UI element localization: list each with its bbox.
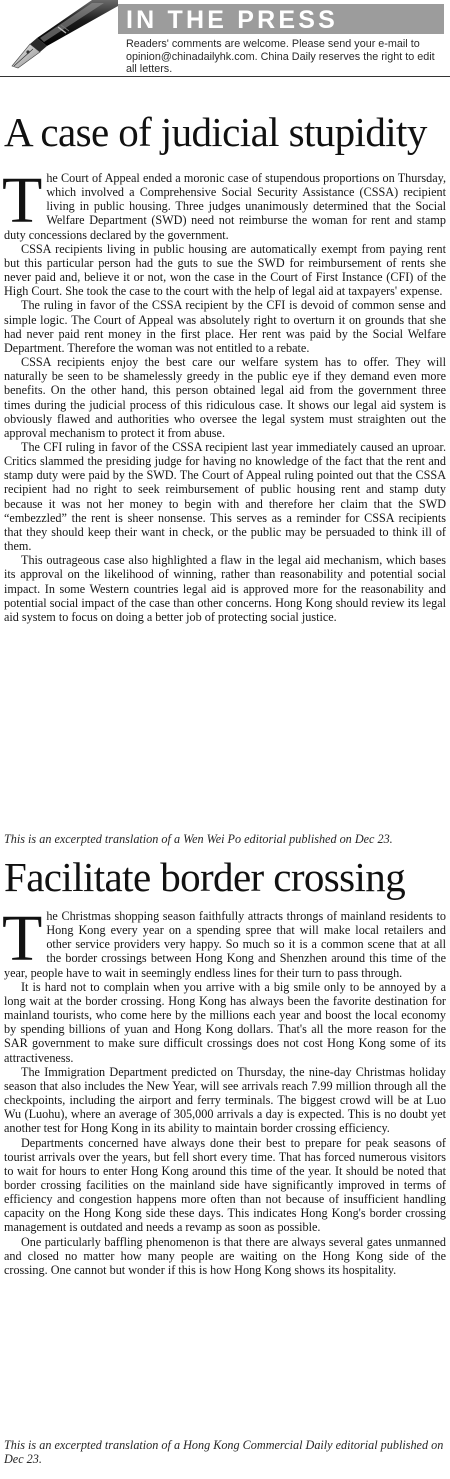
article-2-body <box>2 902 446 1277</box>
article-1-headline: A case of judicial stupidity <box>4 109 427 155</box>
section-title: IN THE PRESS <box>126 6 339 34</box>
article-1-paragraph-3: The ruling in favor of the CSSA recipient by the CFI is devoid of common sense and simple logic. The Court of Appeal was absolutely right to overturn it on grounds that she had never paid rent money in the first place. Her rent was paid by the Social Welfare Department. Therefore the woman was not entitled to a rebate. <box>4 298 446 355</box>
article-2-paragraph-1: The Christmas shopping season faithfully attracts throngs of mainland residents to Hong Kong every year on a spending spree that will make local retailers and other service providers very happy. So much so it is a common scene that at all the border crossings between Hong Kong and Shenzhen around this time of the year, people have to wait in seemingly endless lines for their turn to pass through. <box>2 902 446 980</box>
in-the-press-header <box>0 0 450 76</box>
article-2-paragraph-5: One particularly baffling phenomenon is that there are always several gates unmanned and closed no matter how many people are waiting on the Hong Kong side of the crossing. One cannot but wonder if this is how Hong Kong shows its hospitality. <box>4 1234 446 1277</box>
article-1-source-credit: This is an excerpted translation of a Wen Wei Po editorial published on Dec 23. <box>4 832 393 846</box>
article-1-paragraph-4: CSSA recipients enjoy the best care our welfare system has to offer. They will naturally be seen to be shamelessly greedy in the public eye if they demand even more benefits. On the other hand, this person obtained legal aid from the government three times during the judicial process of this ridiculous case. It shows our legal aid system is obviously flawed and authorities who oversee the legal system must straighten out the approval mechanism to protect it from abuse. <box>4 355 446 440</box>
article-2-paragraph-2: It is hard not to complain when you arrive with a big smile only to be annoyed by a long wait at the border crossing. Hong Kong has always been the favorite destination for mainland tourists, who come here by the millions each year and boost the local economy by spending billions of yuan and Hong Kong dollars. That's all the more reason for the SAR government to make sure difficult crossings does not cost Hong Kong some of its attractiveness. <box>4 979 446 1065</box>
article-1-paragraph-1: The Court of Appeal ended a moronic case of stupendous proportions on Thursday, which involved a Comprehensive Social Security Assistance (CSSA) recipient living in public housing. Three judges unanimously determined that the Social Welfare Department (SWD) need not reimburse the woman for rent and stamp duty concessions declared by the government. <box>2 164 446 242</box>
fountain-pen-icon <box>0 0 118 72</box>
article-2-dropcap: T <box>2 902 43 975</box>
article-1-paragraph-6: This outrageous case also highlighted a flaw in the legal aid mechanism, which bases its approval on the likelihood of winning, rather than reasonability and potential social impact. In some Western countries legal aid is approved more for the reasonability and potential social impact of the case than other concerns. Hong Kong should review its legal aid system to focus on doing a better job of protecting social justice. <box>4 553 446 624</box>
reader-contact-note: Readers' comments are welcome. Please send your e-mail to opinion@chinadailyhk.com. China Daily reserves the right to edit all letters. <box>126 38 435 76</box>
article-1-paragraph-5: The CFI ruling in favor of the CSSA recipient last year immediately caused an uproar. Critics slammed the presiding judge for having no knowledge of the fact that the rent and stamp duty were paid by the SWD. The Court of Appeal ruling pointed out that the CSSA recipient had no right to seek reimbursement of public housing rent and stamp duty because it was not her money to begin with and therefore her claim that the SWD “embezzled” the rent is sheer nonsense. This serves as a reminder for CSSA recipients that they should keep their want in check, or the public may be persuaded to think ill of them. <box>4 439 446 554</box>
article-1-paragraph-2: CSSA recipients living in public housing are automatically exempt from paying rent but this particular person had the guts to sue the SWD for reimbursement of rents she never paid and, believe it or not, won the case in the Court of First Instance (CFI) of the High Court. She took the case to the court with the help of legal aid at taxpayers' expense. <box>4 241 446 299</box>
article-2-paragraph-3: The Immigration Department predicted on Thursday, the nine-day Christmas holiday season that also includes the New Year, will see arrivals reach 7.99 million through all the checkpoints, including the airport and ferry terminals. The biggest crowd will be at Luo Wu (Luohu), where an average of 305,000 arrivals a day is expected. This is no doubt yet another test for Hong Kong in its ability to maintain border crossing efficiency. <box>4 1064 446 1136</box>
article-2-headline: Facilitate border crossing <box>4 854 406 900</box>
article-1-body <box>2 164 446 624</box>
header-divider <box>0 76 450 77</box>
article-1-dropcap: T <box>2 164 43 237</box>
article-2-paragraph-4: Departments concerned have always done their best to prepare for peak seasons of tourist arrivals over the years, but fell short every time. That has forced numerous visitors to wait for hours to enter Hong Kong around this time of the year. It should be noted that border crossing facilities on the mainland side have significantly improved in terms of efficiency and congestion happens more often than not because of insufficient handling capacity on the Hong Kong side these days. This indicates Hong Kong's border crossing management is outdated and needs a revamp as soon as possible. <box>4 1135 446 1235</box>
article-2-source-credit: This is an excerpted translation of a Hong Kong Commercial Daily editorial published on Dec 23. <box>4 1438 444 1467</box>
